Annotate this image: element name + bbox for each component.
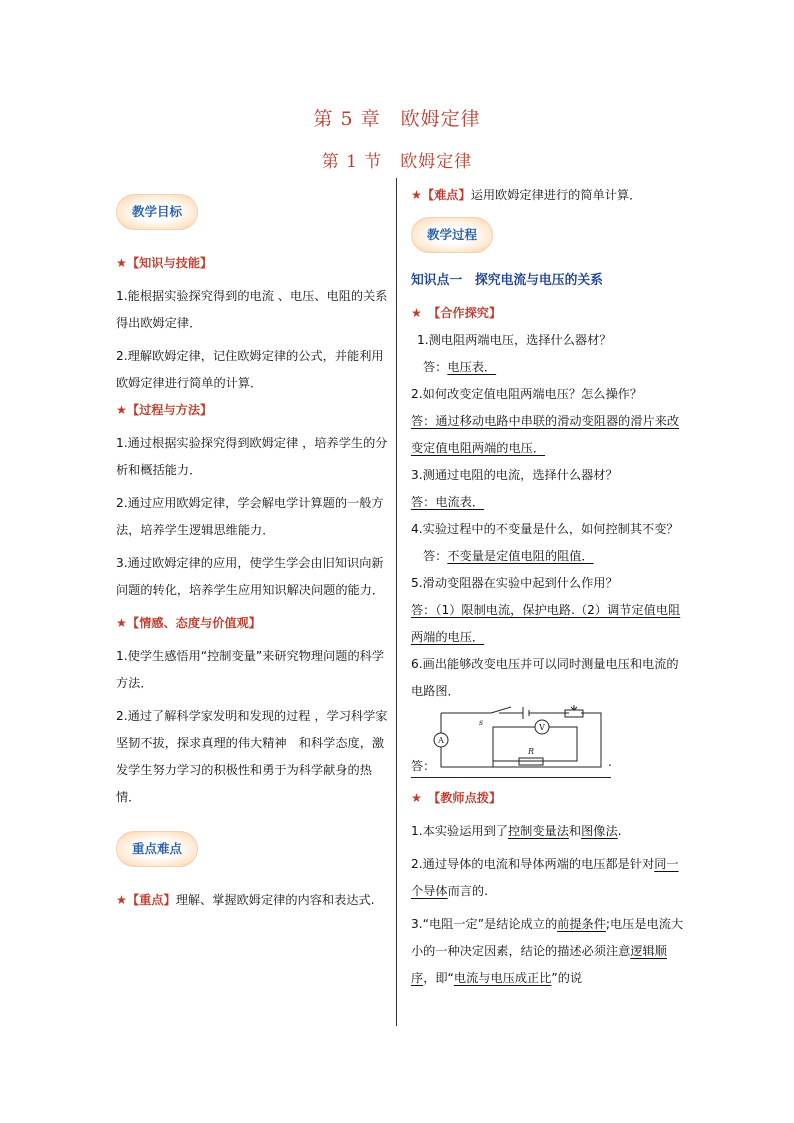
switch-label: s — [479, 718, 484, 727]
teaching-process-badge: 教学过程 — [411, 217, 493, 253]
question-2: 2.如何改变定值电阻两端电压？怎么操作？ — [411, 387, 643, 401]
answer-1-text: 电压表． — [447, 360, 497, 374]
tip-2 — [411, 851, 686, 905]
answer-6 — [411, 705, 686, 779]
right-column — [411, 182, 686, 992]
question-4: 4.实验过程中的不变量是什么，如何控制其不变？ — [411, 522, 679, 536]
answer-4 — [411, 543, 686, 570]
process-item-1: 1.通过根据实验探究得到欧姆定律 ，培养学生的分析和概括能力． — [116, 436, 388, 477]
question-5: 5.滑动变阻器在实验中起到什么作用？ — [411, 576, 618, 590]
tip-1-and: 和 — [568, 824, 582, 838]
process-item-2: 2.通过应用欧姆定律，学会解电学计算题的一般方法，培养学生逻辑思维能力． — [116, 496, 384, 537]
key-point — [116, 887, 391, 914]
tip-3-e: ，即“ — [423, 971, 454, 985]
key-point-text: 理解、掌握欧姆定律的内容和表达式. — [175, 893, 375, 907]
emotion-attitude-heading: ★【情感、态度与价值观】 — [116, 616, 261, 630]
answer-1 — [411, 354, 686, 381]
answer-3: 答：电流表． — [411, 495, 485, 509]
knowledge-point-1-heading: 知识点一 探究电流与电压的关系 — [411, 273, 603, 288]
answer-2: 答：通过移动电路中串联的滑动变阻器的滑片来改变定值电阻两端的电压． — [411, 414, 680, 455]
tip-1-end: . — [617, 824, 622, 838]
answer-5: 答：（1）限制电流，保护电路.（2）调节定值电阻两端的电压． — [411, 603, 681, 644]
resistor-label: R — [528, 747, 535, 756]
emotion-item-1: 1.使学生感悟用“控制变量”来研究物理问题的科学方法． — [116, 649, 385, 690]
tip-3-c: ;电压是电流大小的一种决定因素，结论的描述必须注意 — [411, 917, 684, 958]
section-title: 第 1 节 欧姆定律 — [321, 152, 473, 172]
tip-1-graph-method: 图像法 — [581, 824, 618, 838]
tip-3-logic-order: 逻辑顺序 — [411, 944, 667, 985]
key-difficult-badge: 重点难点 — [116, 831, 198, 867]
answer-4-text: 不变量是定值电阻的阻值． — [447, 549, 594, 563]
question-6: 6.画出能够改变电压并可以同时测量电压和电流的电路图． — [411, 657, 679, 698]
process-item-3: 3.通过欧姆定律的应用，使学生学会由旧知识向新问题的转化，培养学生应用知识解决问题的能力． — [116, 556, 385, 597]
tip-2-end: 而言的. — [447, 884, 488, 898]
cooperative-inquiry-heading: ★ 【合作探究】 — [411, 306, 502, 320]
column-divider — [396, 178, 397, 1026]
answer-6-prefix: 答： — [411, 759, 436, 773]
voltmeter-icon: V — [539, 723, 545, 732]
question-1: 1.测电阻两端电压，选择什么器材？ — [417, 333, 612, 347]
emotion-item-2: 2.通过了解科学家发明和发现的过程 ，学习科学家坚韧不拔，探求真理的伟大精神 和科学态度，激发学生努力学习的积极性和勇于为科学献身的热情． — [116, 709, 388, 804]
tip-3 — [411, 911, 686, 992]
knowledge-skills-heading: ★【知识与技能】 — [116, 256, 213, 270]
knowledge-item-1: 1.能根据实验探究得到的电流 、电压、电阻的关系得出欧姆定律． — [116, 289, 388, 330]
answer-1-prefix: 答： — [423, 360, 448, 374]
left-column — [116, 186, 391, 914]
question-3: 3.测通过电阻的电流，选择什么器材？ — [411, 468, 618, 482]
tip-3-proportional: 电流与电压成正比 — [453, 971, 552, 985]
tip-2-a: 2.通过导体的电流和导体两端的电压都是针对 — [411, 857, 655, 871]
teacher-tips-heading: ★ 【教师点拨】 — [411, 791, 502, 805]
knowledge-item-2: 2.理解欧姆定律，记住欧姆定律的公式，并能利用欧姆定律进行简单的计算． — [116, 349, 384, 390]
tip-1-a: 1.本实验运用到了 — [411, 824, 508, 838]
circuit-diagram — [431, 705, 603, 773]
tip-3-a: 3.“电阻一定”是结论成立的 — [411, 917, 558, 931]
key-point-label: ★【重点】 — [116, 893, 176, 907]
tip-1 — [411, 818, 686, 845]
tip-2-same-conductor: 同一个导体 — [411, 857, 679, 898]
process-method-heading: ★【过程与方法】 — [116, 403, 213, 417]
answer-4-prefix: 答： — [423, 549, 448, 563]
teaching-goals-badge: 教学目标 — [116, 194, 198, 230]
chapter-title: 第 5 章 欧姆定律 — [313, 108, 481, 130]
tip-1-control-variable: 控制变量法 — [507, 824, 569, 838]
difficulty-point — [411, 182, 686, 209]
answer-6-suffix: . — [608, 755, 612, 769]
difficulty-text: 运用欧姆定律进行的简单计算． — [470, 188, 642, 202]
difficulty-label: ★【难点】 — [411, 188, 471, 202]
tip-3-end: ”的说 — [551, 971, 583, 985]
ammeter-icon: A — [438, 736, 444, 745]
tip-3-precondition: 前提条件 — [557, 917, 606, 931]
